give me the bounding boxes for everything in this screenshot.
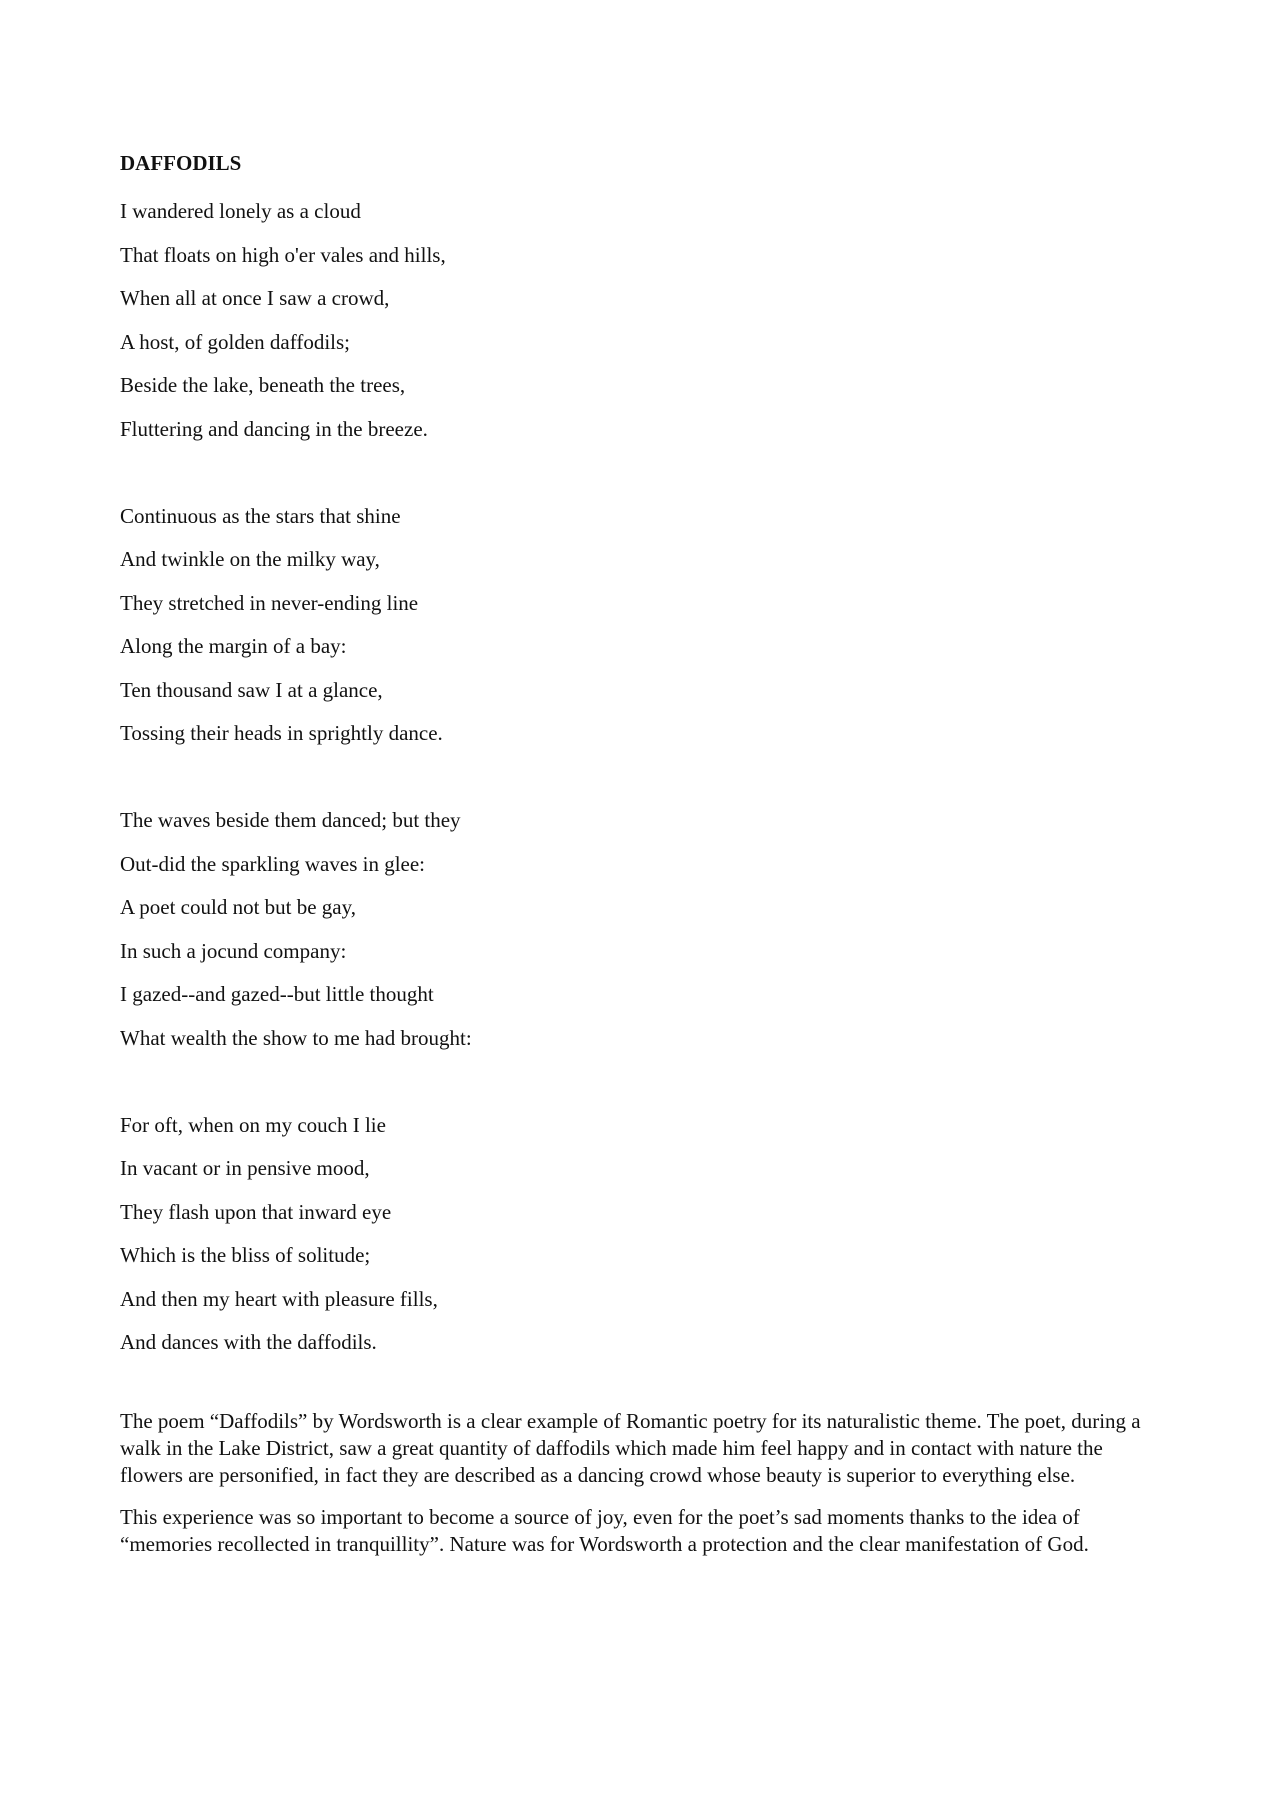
poem-line: Continuous as the stars that shine: [120, 503, 401, 528]
poem-line: What wealth the show to me had brought:: [120, 1025, 472, 1050]
poem-line: In such a jocund company:: [120, 938, 347, 963]
poem-line: They stretched in never-ending line: [120, 590, 419, 615]
document-body: [120, 148, 1165, 1573]
stanza-break: [120, 756, 1165, 800]
commentary-paragraph: The poem “Daffodils” by Wordsworth is a clear example of Romantic poetry for its naturalistic theme. The poet, during a walk in the Lake District, saw a great quantity of daffodils which made him feel happy and in contact with nature the flowers are personified, in fact they are described as a dancing crowd whose beauty is superior to everything else.: [120, 1409, 1141, 1487]
poem-line: And twinkle on the milky way,: [120, 547, 380, 571]
poem-line: In vacant or in pensive mood,: [120, 1156, 370, 1180]
poem-line: I wandered lonely as a cloud: [120, 199, 361, 223]
poem-line: For oft, when on my couch I lie: [120, 1112, 386, 1137]
poem-line: That floats on high o'er vales and hills,: [120, 242, 446, 267]
poem-title: DAFFODILS: [120, 151, 242, 175]
poem-line: The waves beside them danced; but they: [120, 808, 461, 832]
poem-line: Ten thousand saw I at a glance,: [120, 677, 383, 702]
stanza-4: [120, 1104, 1165, 1365]
poem-line: A poet could not but be gay,: [120, 895, 357, 919]
commentary-section: [120, 1408, 1165, 1558]
poem-line: When all at once I saw a crowd,: [120, 286, 390, 310]
stanza-break: [120, 1365, 1165, 1409]
stanza-1: [120, 190, 1165, 451]
poem-line: They flash upon that inward eye: [120, 1199, 392, 1224]
poem-line: Along the margin of a bay:: [120, 634, 347, 658]
stanza-2: [120, 495, 1165, 756]
poem-line: Which is the bliss of solitude;: [120, 1243, 371, 1267]
commentary-paragraph: This experience was so important to become a source of joy, even for the poet’s sad moments thanks to the idea of “memories recollected in tranquillity”. Nature was for Wordsworth a protection and the clear manifestation of God.: [120, 1505, 1089, 1556]
stanza-3: [120, 799, 1165, 1060]
stanza-break: [120, 1060, 1165, 1104]
poem-line: Fluttering and dancing in the breeze.: [120, 416, 428, 441]
poem-line: A host, of golden daffodils;: [120, 329, 351, 354]
poem-line: Out-did the sparkling waves in glee:: [120, 851, 426, 876]
poem-line: Tossing their heads in sprightly dance.: [120, 721, 443, 745]
stanza-break: [120, 451, 1165, 495]
poem-line: I gazed--and gazed--but little thought: [120, 982, 434, 1006]
poem-line: Beside the lake, beneath the trees,: [120, 373, 406, 397]
poem-line: And dances with the daffodils.: [120, 1330, 377, 1354]
poem-line: And then my heart with pleasure fills,: [120, 1286, 438, 1311]
